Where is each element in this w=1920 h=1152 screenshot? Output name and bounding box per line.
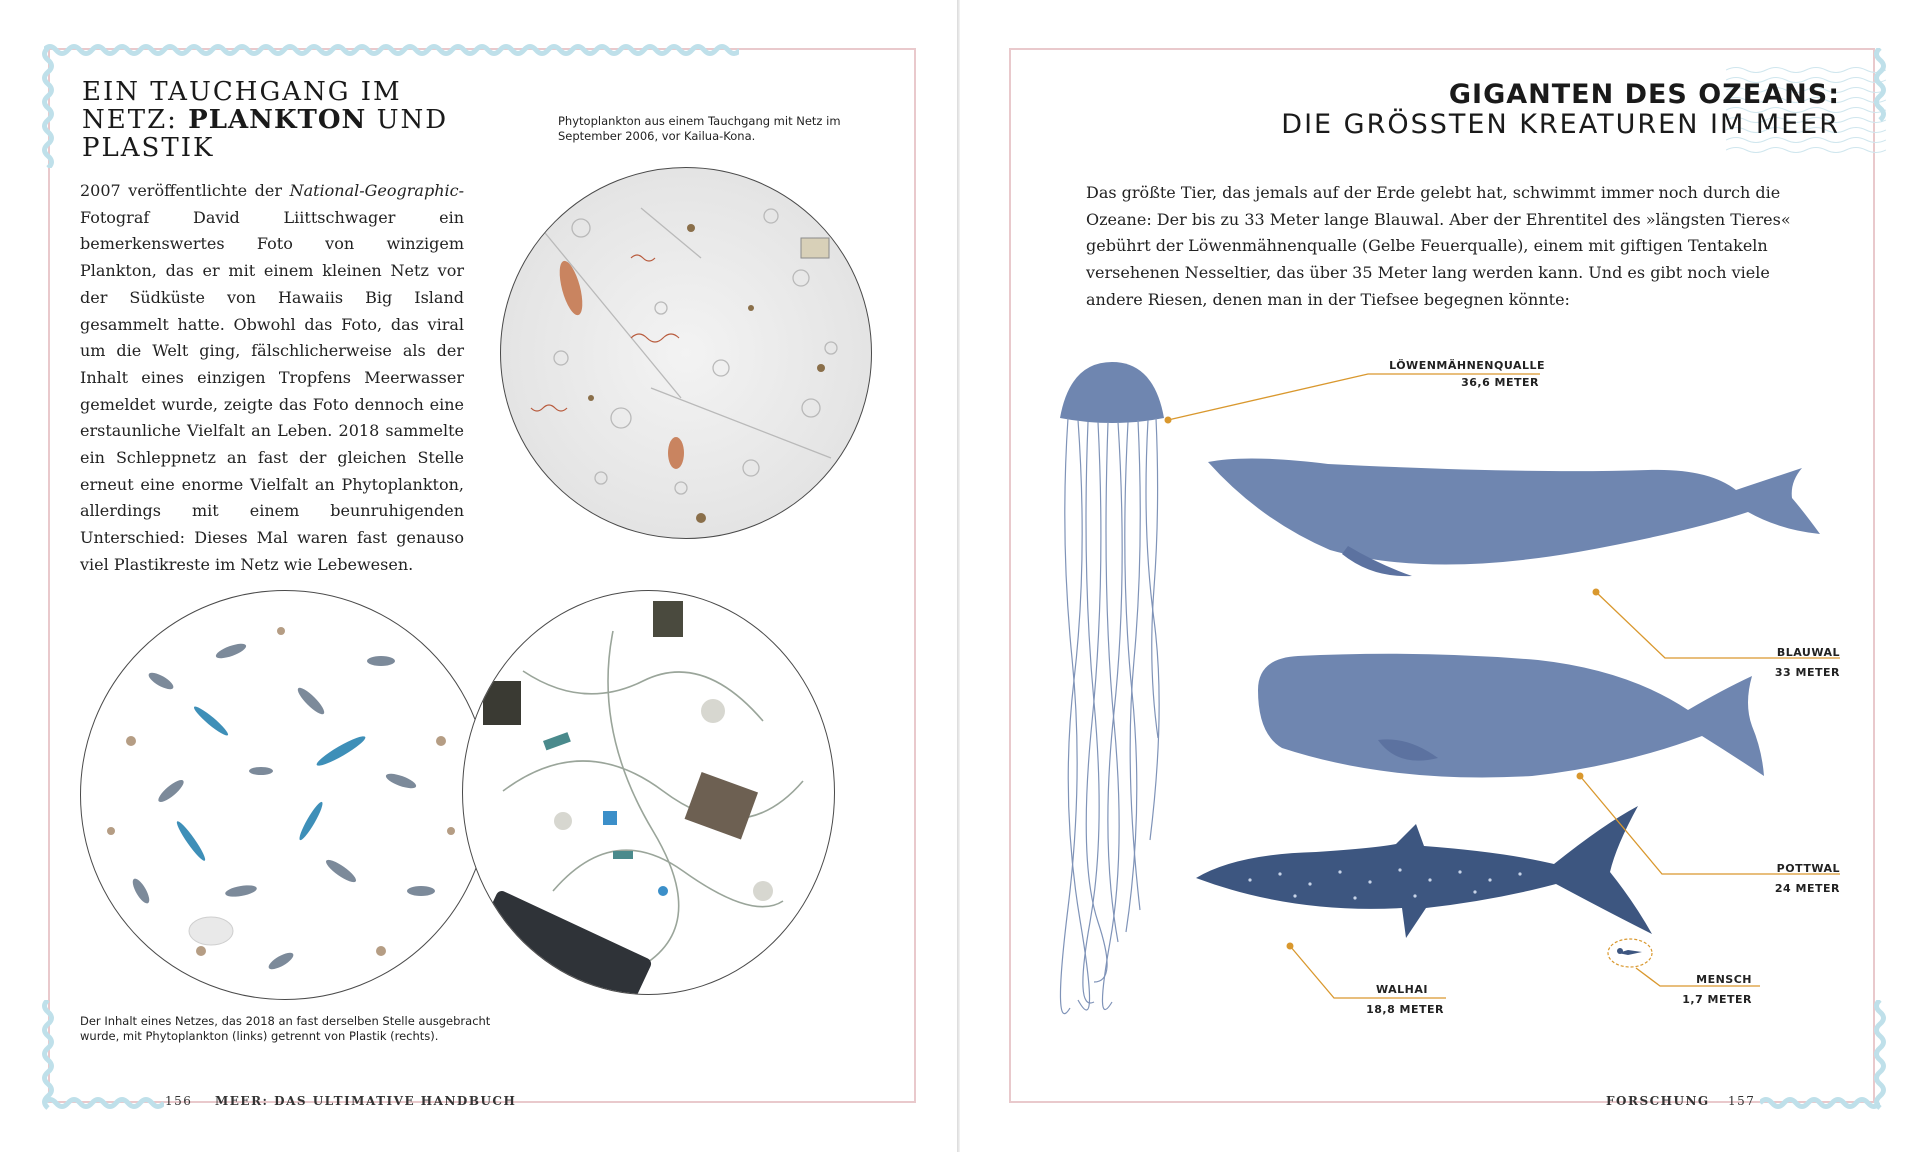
label-lions-mane-name: LÖWENMÄHNENQUALLE bbox=[1389, 359, 1545, 372]
label-blue-whale-length: 33 METER bbox=[1774, 666, 1840, 679]
body-text-left bbox=[80, 178, 464, 579]
page-number-left: 156 bbox=[165, 1094, 193, 1108]
blue-whale-illustration bbox=[1208, 458, 1820, 576]
title-line-2-bold: PLANKTON bbox=[188, 105, 367, 135]
title-right-line-1: GIGANTEN DES OZEANS: bbox=[1448, 79, 1840, 110]
title-line-1: EIN TAUCHGANG IM bbox=[82, 77, 402, 107]
label-whale-shark-name: WALHAI bbox=[1376, 983, 1428, 996]
label-blue-whale-name: BLAUWAL bbox=[1776, 646, 1840, 659]
label-lions-mane bbox=[1389, 357, 1545, 391]
plankton-illustration bbox=[501, 168, 872, 539]
left-page bbox=[0, 0, 958, 1152]
page-number-right: 157 bbox=[1728, 1094, 1756, 1108]
body-emphasis: National-Geographic- bbox=[289, 181, 464, 200]
sperm-whale-illustration bbox=[1258, 654, 1764, 778]
phytoplankton-illustration bbox=[81, 591, 490, 1000]
caption-bottom: Der Inhalt eines Netzes, das 2018 an fast derselben Stelle ausgebracht wurde, mit Phytoplankton (links) getrennt von Plastik (rechts). bbox=[80, 1014, 491, 1043]
label-sperm-whale-length: 24 METER bbox=[1774, 882, 1840, 895]
caption-top: Phytoplankton aus einem Tauchgang mit Netz im September 2006, vor Kailua-Kona. bbox=[558, 114, 841, 143]
jellyfish-illustration bbox=[1060, 362, 1164, 1014]
label-blue-whale bbox=[1775, 643, 1840, 683]
running-head-left: MEER: DAS ULTIMATIVE HANDBUCH bbox=[215, 1094, 517, 1108]
plastic-illustration bbox=[463, 591, 835, 995]
body-pre: 2007 veröffentlichte der bbox=[80, 181, 290, 200]
whale-shark-illustration bbox=[1196, 806, 1652, 938]
body-post: Fotograf David Liittschwager ein bemerkenswertes Foto von winzigem Plankton, das er mit einem kleinen Netz vor der Südküste von Hawaiis Big Island gesammelt hatte. Obwohl das Foto, das viral um die Welt ging, fälschlicherweise als der Inhalt eines einzigen Tropfens Meerwasser gemeldet wurde, zeigte das Foto dennoch eine erstaunliche Vielfalt an Leben. 2018 sammelte ein Schleppnetz an fast der gleichen Stelle erneut eine enorme Vielfalt an Phytoplankton, allerdings mit einem beunruhigenden Unterschied: Dieses Mal waren fast genauso viel Plastikreste im Netz wie Lebewesen. bbox=[80, 207, 464, 574]
plankton-photo-circle bbox=[500, 167, 872, 539]
wave-border-left-top bbox=[40, 48, 56, 168]
title-line-2-post: UND bbox=[366, 105, 449, 135]
label-human-length: 1,7 METER bbox=[1682, 993, 1752, 1006]
wave-border-left-bottom bbox=[40, 1000, 56, 1110]
label-lions-mane-length: 36,6 METER bbox=[1461, 376, 1539, 389]
label-human bbox=[1682, 970, 1752, 1010]
label-sperm-whale bbox=[1775, 859, 1840, 899]
title-line-3: PLASTIK bbox=[82, 133, 215, 163]
page-title-left bbox=[82, 78, 448, 162]
plastic-net-circle bbox=[462, 590, 835, 995]
label-sperm-whale-name: POTTWAL bbox=[1776, 862, 1840, 875]
label-whale-shark-length: 18,8 METER bbox=[1366, 1003, 1444, 1016]
title-line-2-pre: NETZ: bbox=[82, 105, 189, 135]
label-human-name: MENSCH bbox=[1696, 973, 1752, 986]
intro-text-right: Das größte Tier, das jemals auf der Erde gelebt hat, schwimmt immer noch durch die Ozeane: Der bis zu 33 Meter lange Blauwal. Aber der Ehrentitel des »längsten Tieres« gebührt der Löwenmähnenqualle (Gelbe Feuerqualle), einem mit giftigen Tentakeln versehenen Nesseltier, das über 35 Meter lang werden kann. Und es gibt noch viele andere Riesen, denen man in der Tiefsee begegnen könnte: bbox=[1086, 183, 1791, 309]
wave-border-top-left bbox=[44, 42, 739, 58]
wave-border-bottom-left bbox=[44, 1095, 164, 1111]
title-right-line-2: DIE GRÖSSTEN KREATUREN IM MEER bbox=[1281, 109, 1840, 140]
right-page bbox=[960, 0, 1920, 1152]
label-whale-shark bbox=[1366, 980, 1444, 1020]
running-head-right: FORSCHUNG bbox=[1606, 1094, 1710, 1108]
phytoplankton-net-circle bbox=[80, 590, 490, 1000]
human-illustration bbox=[1608, 939, 1652, 967]
